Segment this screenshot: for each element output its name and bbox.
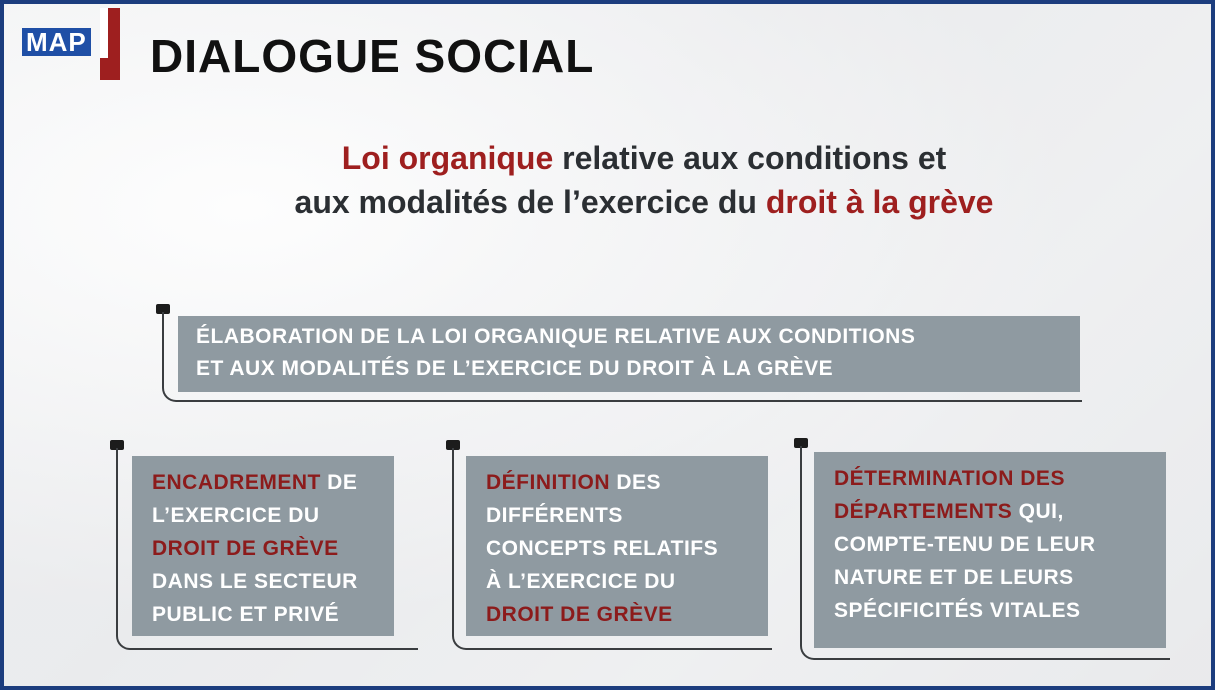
card-accent: DÉTERMINATION DES — [834, 467, 1065, 490]
map-logo: MAP — [22, 28, 91, 56]
subtitle-accent: Loi organique — [341, 140, 554, 176]
card-line — [486, 565, 768, 598]
card-text: NATURE ET DE LEURS — [834, 566, 1074, 589]
card-line — [486, 598, 768, 631]
logo-bar-gap — [100, 8, 108, 58]
card-definition — [466, 456, 768, 636]
card-accent: DÉFINITION — [486, 471, 610, 494]
subtitle — [154, 136, 1134, 224]
card-line — [486, 466, 768, 499]
card-text: L’EXERCICE DU — [152, 504, 320, 527]
card-line — [834, 561, 1166, 594]
card-line — [486, 532, 768, 565]
card-line — [834, 528, 1166, 561]
card-text: SPÉCIFICITÉS VITALES — [834, 599, 1081, 622]
subtitle-line-2 — [154, 180, 1134, 224]
card-line — [834, 594, 1166, 627]
card-text: PUBLIC ET PRIVÉ — [152, 603, 340, 626]
card-line — [486, 499, 768, 532]
card-line — [834, 462, 1166, 495]
card-line — [152, 499, 394, 532]
page-title: DIALOGUE SOCIAL — [150, 30, 595, 82]
subtitle-accent: droit à la grève — [765, 184, 994, 220]
card-accent: DROIT DE GRÈVE — [152, 537, 339, 560]
card-line — [152, 565, 394, 598]
card-line — [152, 466, 394, 499]
subtitle-text: relative aux conditions et — [553, 140, 947, 176]
card-text: DANS LE SECTEUR — [152, 570, 358, 593]
subtitle-line-1 — [154, 136, 1134, 180]
card-line — [152, 598, 394, 631]
top-card-line-1: ÉLABORATION DE LA LOI ORGANIQUE RELATIVE AUX CONDITIONS — [196, 325, 916, 348]
card-text: À L’EXERCICE DU — [486, 570, 676, 593]
card-line — [152, 532, 394, 565]
card-text: DE — [320, 471, 358, 494]
card-text: DES — [610, 471, 662, 494]
top-card — [178, 316, 1080, 392]
card-accent: DÉPARTEMENTS — [834, 500, 1013, 523]
card-text: CONCEPTS RELATIFS — [486, 537, 719, 560]
top-card-line-2: ET AUX MODALITÉS DE L’EXERCICE DU DROIT À LA GRÈVE — [196, 357, 834, 380]
card-accent: ENCADREMENT — [152, 471, 321, 494]
card-encadrement — [132, 456, 394, 636]
subtitle-text: aux modalités de l’exercice du — [294, 184, 766, 220]
card-text: QUI, — [1012, 500, 1064, 523]
card-text: DIFFÉRENTS — [486, 504, 623, 527]
card-determination — [814, 452, 1166, 648]
card-accent: DROIT DE GRÈVE — [486, 603, 673, 626]
card-text: COMPTE-TENU DE LEUR — [834, 533, 1096, 556]
card-line — [834, 495, 1166, 528]
